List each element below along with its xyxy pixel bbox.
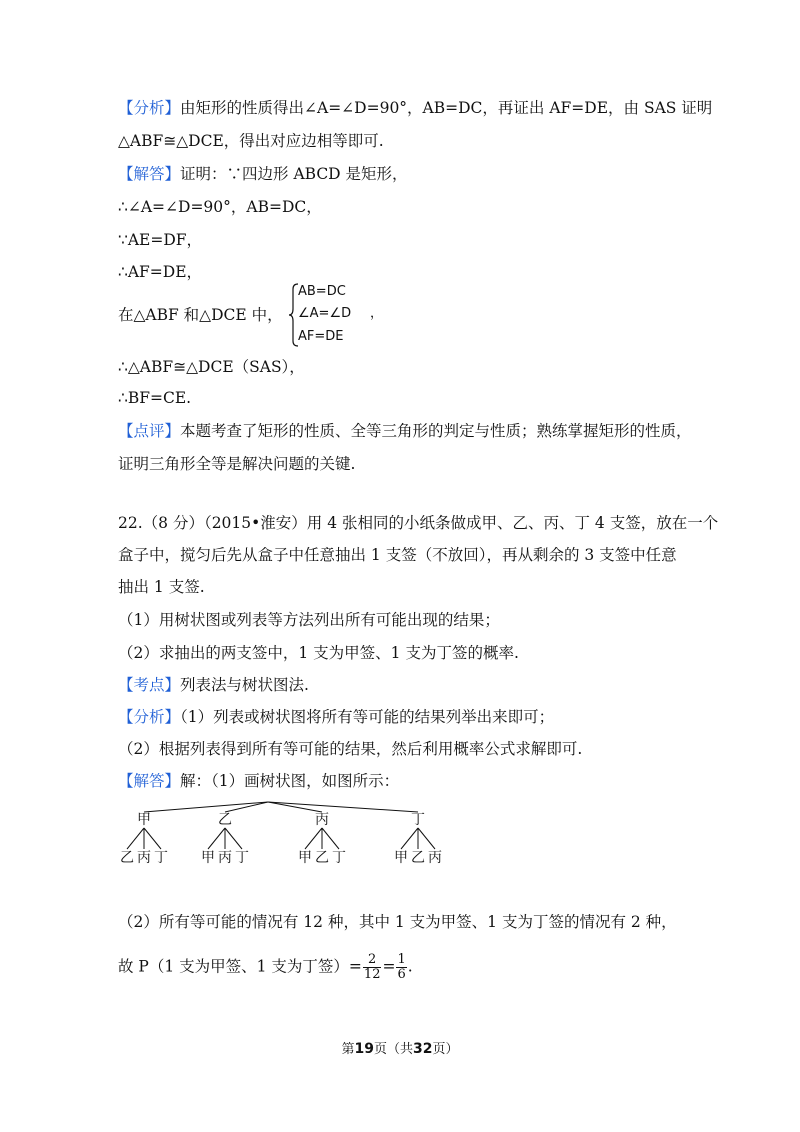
q22-analysis-line-2: （2）根据列表得到所有等可能的结果，然后利用概率公式求解即可. [118, 740, 583, 758]
proof-step-1: ∴∠A=∠D=90°，AB=DC， [118, 198, 322, 216]
tree-branch-label: 丙 [315, 812, 329, 828]
answer-line-1 [118, 164, 408, 184]
q22-answer-line-1 [118, 771, 399, 791]
prob-prefix: 故 P（1 支为甲签、1 支为丁签）= [118, 957, 362, 976]
tree-branch-label: 乙 [218, 812, 232, 828]
tree-child-line [401, 828, 418, 849]
footer-pre: 第 [341, 1042, 355, 1057]
tree-branch-line [144, 802, 268, 812]
fraction-2-12 [363, 953, 382, 982]
comment-text-1: 本题考查了矩形的性质、全等三角形的判定与性质；熟练掌握矩形的性质， [180, 422, 692, 440]
tree-child-label: 丁 [235, 850, 249, 866]
page-number: 19 [354, 1041, 374, 1057]
fraction-numerator: 1 [397, 952, 406, 967]
comment-line-1 [118, 421, 692, 441]
system-line-1: AB=DC [298, 284, 346, 299]
comment-tag: 【点评】 [118, 422, 181, 440]
tree-child-line [305, 828, 322, 849]
fraction-numerator: 2 [363, 953, 382, 968]
tree-child-line [127, 828, 144, 849]
q22-stem-3: 抽出 1 支签. [118, 578, 205, 596]
proof-in-triangles: 在△ABF 和△DCE 中， [118, 306, 283, 324]
tree-child-line [225, 828, 242, 849]
proof-step-4: ∴△ABF≅△DCE（SAS）， [118, 358, 305, 376]
q22-answer-line-3 [118, 953, 413, 982]
equation-system [288, 283, 398, 347]
system-tail: ， [370, 306, 384, 321]
tree-child-line [322, 828, 339, 849]
tree-child-line [144, 828, 161, 849]
tree-child-label: 乙 [315, 850, 329, 866]
proof-step-3: ∴AF=DE， [118, 263, 203, 281]
answer-tag: 【解答】 [118, 165, 181, 183]
q22-answer-text-1: 解：（1）画树状图，如图所示： [180, 772, 400, 790]
q22-answer-line-2: （2）所有等可能的情况有 12 种，其中 1 支为甲签、1 支为丁签的情况有 2 种， [118, 913, 677, 931]
q22-analysis-tag: 【分析】 [118, 708, 181, 726]
tree-branch-label: 甲 [137, 812, 151, 828]
q22-answer-tag: 【解答】 [118, 772, 181, 790]
fraction-1-6 [396, 953, 406, 982]
proof-step-5: ∴BF=CE. [118, 389, 192, 407]
system-line-3: AF=DE [298, 329, 344, 344]
kaodian-tag: 【考点】 [118, 676, 181, 694]
tree-child-label: 丁 [154, 850, 168, 866]
analysis-tag: 【分析】 [118, 99, 181, 117]
q22-analysis-line-1 [118, 707, 554, 727]
tree-child-label: 甲 [298, 850, 312, 866]
tree-branch-line [268, 802, 418, 812]
tree-child-label: 乙 [411, 850, 425, 866]
fraction-denominator: 12 [363, 967, 381, 982]
tree-child-line [208, 828, 225, 849]
q22-stem-2: 盒子中，搅匀后先从盒子中任意抽出 1 支签（不放回），再从剩余的 3 支签中任意 [118, 546, 677, 564]
q22-part-2: （2）求抽出的两支签中，1 支为甲签、1 支为丁签的概率. [118, 644, 519, 662]
page-footer [0, 1038, 800, 1057]
page-total: 32 [413, 1041, 433, 1057]
q22-analysis-text-1: （1）列表或树状图将所有等可能的结果列举出来即可； [180, 708, 555, 726]
analysis-text-1: 由矩形的性质得出∠A=∠D=90°，AB=DC，再证出 AF=DE，由 SAS 证明 [180, 99, 713, 117]
q22-part-1: （1）用树状图或列表等方法列出所有可能出现的结果； [118, 611, 500, 629]
tree-branch-label: 丁 [411, 812, 425, 828]
tree-child-label: 甲 [201, 850, 215, 866]
prob-suffix: . [407, 957, 413, 976]
fraction-denominator: 6 [397, 967, 406, 982]
footer-mid: 页（共 [373, 1042, 413, 1057]
answer-text-1: 证明：∵四边形 ABCD 是矩形， [180, 165, 408, 183]
analysis-line-1 [118, 98, 712, 118]
kaodian-text: 列表法与树状图法. [180, 676, 309, 694]
tree-child-label: 乙 [120, 850, 134, 866]
tree-child-label: 丙 [137, 850, 151, 866]
footer-post: 页） [432, 1042, 459, 1057]
tree-diagram [100, 800, 460, 880]
system-line-2: ∠A=∠D [298, 306, 352, 321]
tree-child-line [418, 828, 435, 849]
analysis-line-2: △ABF≅△DCE，得出对应边相等即可. [118, 132, 384, 150]
q22-stem-1: 22.（8 分）（2015•淮安）用 4 张相同的小纸条做成甲、乙、丙、丁 4 支签，放在一个 [118, 514, 719, 532]
tree-child-label: 丙 [218, 850, 232, 866]
kaodian-line [118, 675, 309, 695]
proof-step-2: ∵AE=DF， [118, 231, 203, 249]
comment-line-2: 证明三角形全等是解决问题的关键. [118, 455, 356, 473]
tree-child-label: 丁 [332, 850, 346, 866]
tree-child-label: 甲 [394, 850, 408, 866]
tree-child-label: 丙 [428, 850, 442, 866]
equals-sign: = [382, 957, 396, 976]
